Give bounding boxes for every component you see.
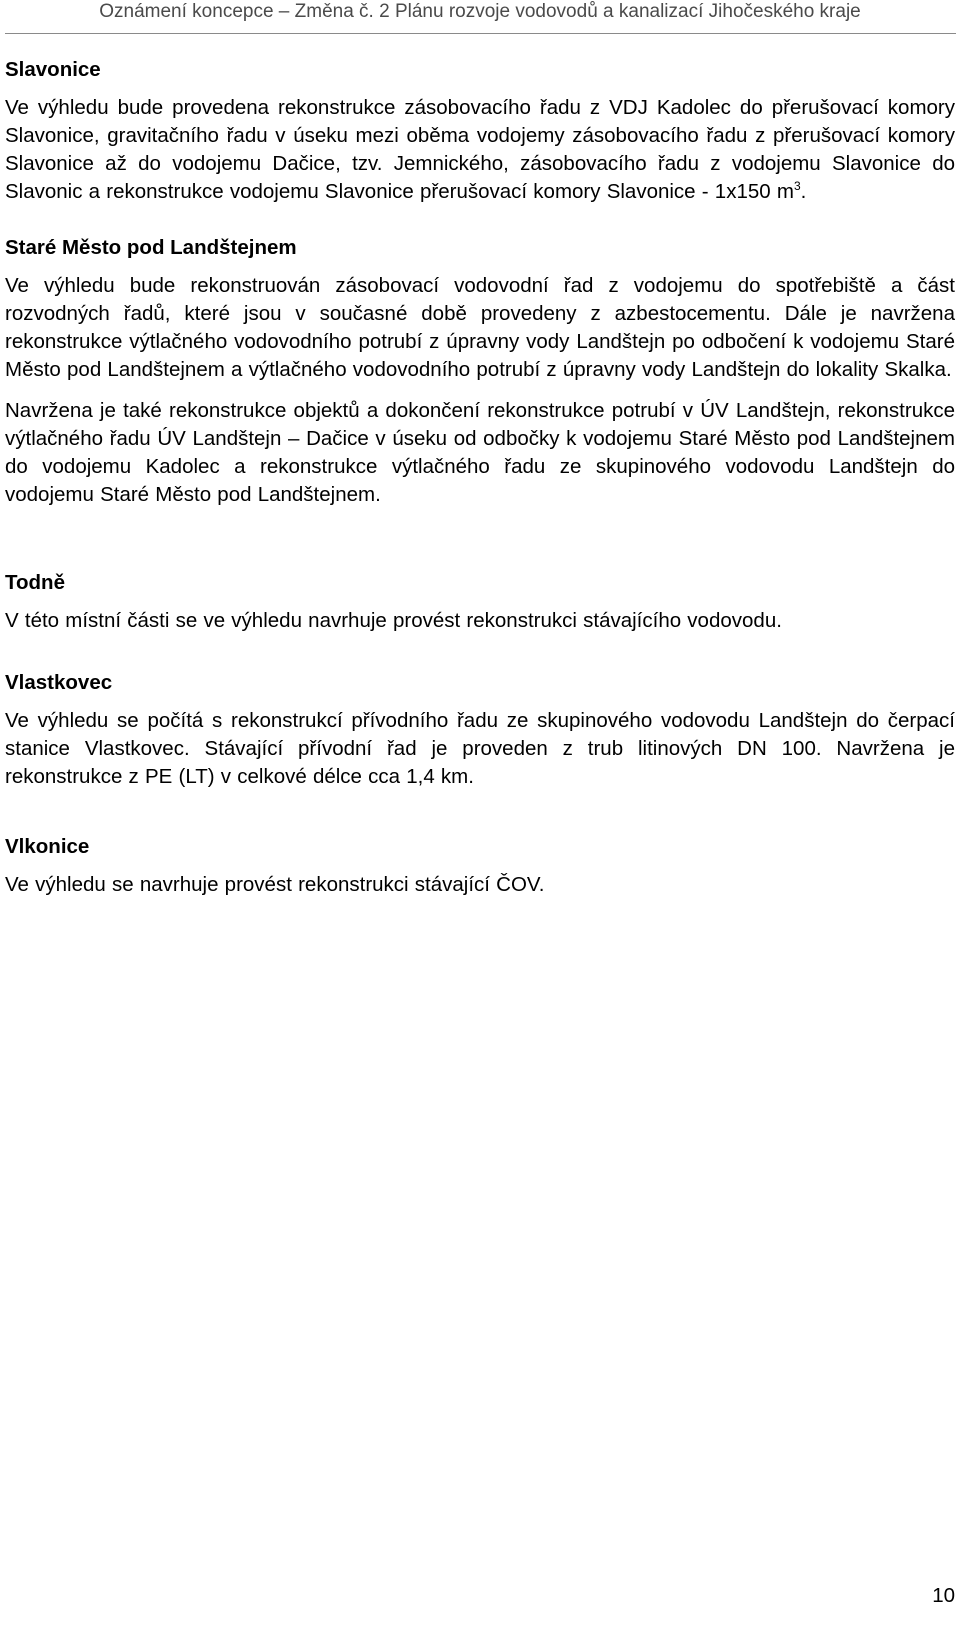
superscript-cubic: 3 [793, 179, 801, 194]
section-slavonice [5, 56, 955, 206]
section-heading-slavonice: Slavonice [5, 58, 101, 81]
section-todne [5, 569, 955, 635]
section-stare-mesto [5, 234, 955, 509]
document-body [5, 56, 955, 899]
paragraph-stare-mesto-2: Navržena je také rekonstrukce objektů a dokončení rekonstrukce potrubí v ÚV Landštejn, rekonstrukce výtlačného řadu ÚV Landštejn – Dačice v úseku od odbočky k vodojemu Staré Město pod Landštejnem do vodojemu Kadolec a rekonstrukce výtlačného řadu ze skupinového vodovodu Landštejn do vodojemu Staré Město pod Landštejnem. [5, 399, 955, 506]
paragraph-slavonice-end: . [800, 180, 807, 203]
section-heading-vlastkovec: Vlastkovec [5, 671, 113, 694]
running-header [0, 0, 960, 34]
running-header-title: Oznámení koncepce – Změna č. 2 Plánu rozvoje vodovodů a kanalizací Jihočeského kraje [99, 1, 861, 22]
paragraph-slavonice-text: Ve výhledu bude provedena rekonstrukce zásobovacího řadu z VDJ Kadolec do přerušovací komory Slavonice, gravitačního řadu v úseku mezi oběma vodojemy zásobovacího řadu z přerušovací komory Slavonice až do vodojemu Dačice, tzv. Jemnického, zásobovacího řadu z vodojemu Slavonice do Slavonic a rekonstrukce vodojemu Slavonice přerušovací komory Slavonice - 1x150 m [5, 96, 955, 203]
section-heading-stare-mesto: Staré Město pod Landštejnem [5, 236, 297, 259]
section-vlkonice [5, 833, 955, 899]
paragraph-vlastkovec: Ve výhledu se počítá s rekonstrukcí přívodního řadu ze skupinového vodovodu Landštejn do čerpací stanice Vlastkovec. Stávající přívodní řad je proveden z trub litinových DN 100. Navržena je rekonstrukce z PE (LT) v celkové délce cca 1,4 km. [5, 709, 955, 788]
section-vlastkovec [5, 669, 955, 791]
section-heading-todne: Todně [5, 571, 65, 594]
paragraph-todne: V této místní části se ve výhledu navrhuje provést rekonstrukci stávajícího vodovodu. [5, 609, 782, 632]
header-divider [5, 33, 956, 34]
paragraph-vlkonice: Ve výhledu se navrhuje provést rekonstrukci stávající ČOV. [5, 873, 545, 896]
paragraph-slavonice [5, 94, 955, 206]
page-number: 10 [932, 1584, 955, 1607]
paragraph-stare-mesto-1: Ve výhledu bude rekonstruován zásobovací vodovodní řad z vodojemu do spotřebiště a část rozvodných řadů, které jsou v současné době provedeny z azbestocementu. Dále je navržena rekonstrukce výtlačného vodovodního potrubí z úpravny vody Landštejn po odbočení k vodojemu Staré Město pod Landštejnem a výtlačného vodovodního potrubí z úpravny vody Landštejn do lokality Skalka. [5, 274, 955, 381]
section-heading-vlkonice: Vlkonice [5, 835, 90, 858]
